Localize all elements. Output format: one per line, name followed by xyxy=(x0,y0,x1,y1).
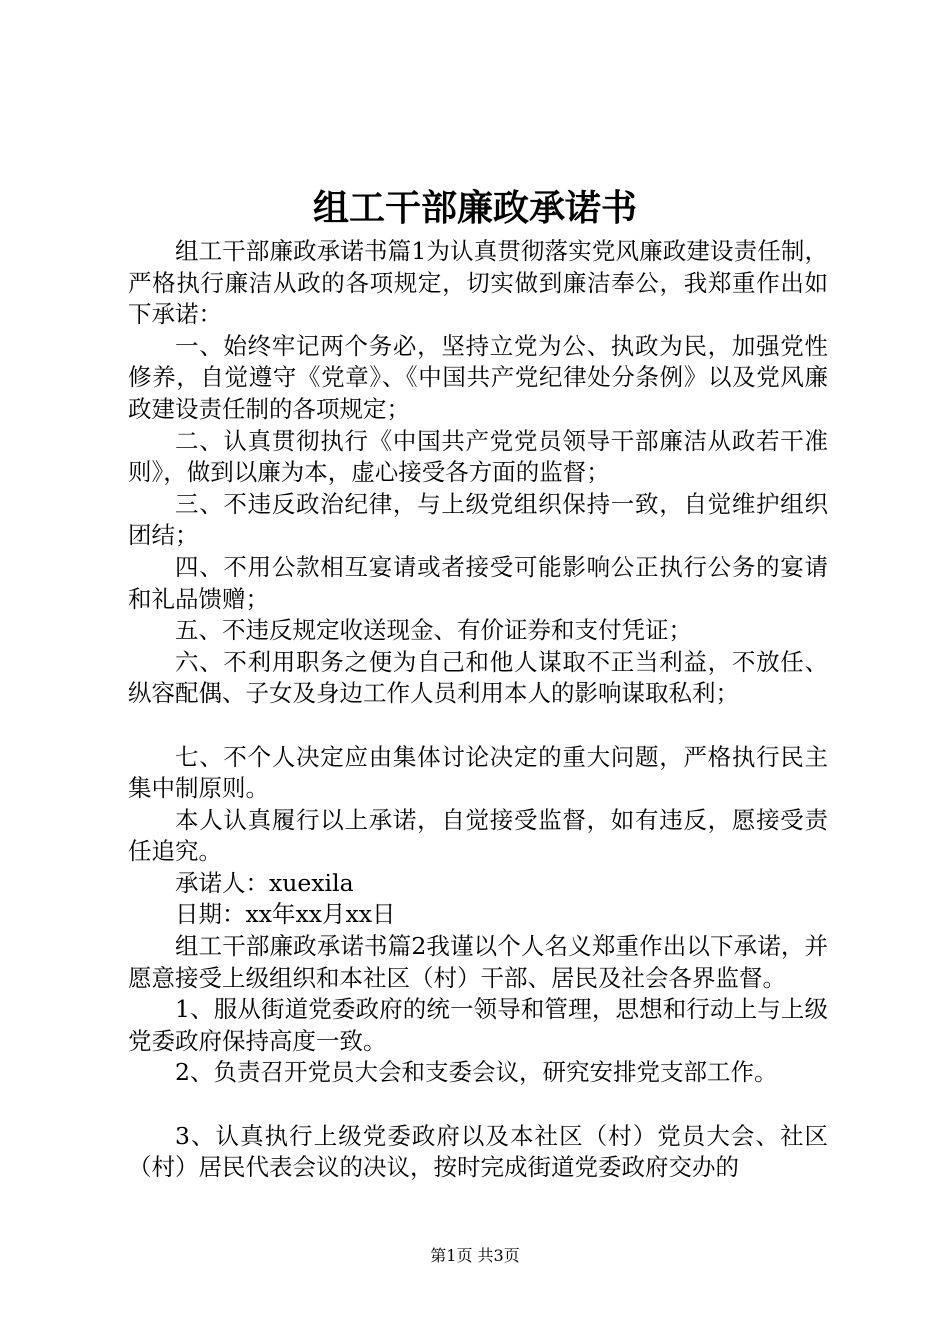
paragraph: 二、认真贯彻执行《中国共产党党员领导干部廉洁从政若干准则》，做到以廉为本，虚心接受各方面的监督； xyxy=(128,426,828,487)
date-line: 日期：xx年xx月xx日 xyxy=(175,900,396,929)
paragraph: 五、不违反规定收送现金、有价证券和支付凭证； xyxy=(175,616,692,645)
paragraph: 3、认真执行上级党委政府以及本社区（村）党员大会、社区（村）居民代表会议的决议，按时完成街道党委政府交办的 xyxy=(128,1121,828,1182)
document-title: 组工干部廉政承诺书 xyxy=(312,187,637,229)
signer-line: 承诺人：xuexila xyxy=(175,868,354,897)
paragraph: 组工干部廉政承诺书篇1为认真贯彻落实党风廉政建设责任制，严格执行廉洁从政的各项规定，切实做到廉洁奉公，我郑重作出如下承诺： xyxy=(128,237,828,329)
paragraph: 六、不利用职务之便为自己和他人谋取不正当利益，不放任、纵容配偶、子女及身边工作人员利用本人的影响谋取私利； xyxy=(128,647,828,708)
page-footer: 第1页 共3页 xyxy=(430,1246,520,1265)
paragraph: 四、不用公款相互宴请或者接受可能影响公正执行公务的宴请和礼品馈赠； xyxy=(128,552,828,613)
paragraph: 三、不违反政治纪律，与上级党组织保持一致，自觉维护组织团结； xyxy=(128,489,828,550)
paragraph: 本人认真履行以上承诺，自觉接受监督，如有违反，愿接受责任追究。 xyxy=(128,805,828,866)
paragraph: 组工干部廉政承诺书篇2我谨以个人名义郑重作出以下承诺，并愿意接受上级组织和本社区（村）干部、居民及社会各界监督。 xyxy=(128,932,828,992)
document-body xyxy=(128,236,828,1184)
paragraph: 七、不个人决定应由集体讨论决定的重大问题，严格执行民主集中制原则。 xyxy=(128,742,828,803)
paragraph: 一、始终牢记两个务必，坚持立党为公、执政为民，加强党性修养，自觉遵守《党章》、《中国共产党纪律处分条例》以及党风廉政建设责任制的各项规定； xyxy=(128,331,828,423)
paragraph: 1、服从街道党委政府的统一领导和管理，思想和行动上与上级党委政府保持高度一致。 xyxy=(128,995,828,1055)
paragraph: 2、负责召开党员大会和支委会议，研究安排党支部工作。 xyxy=(175,1058,778,1087)
